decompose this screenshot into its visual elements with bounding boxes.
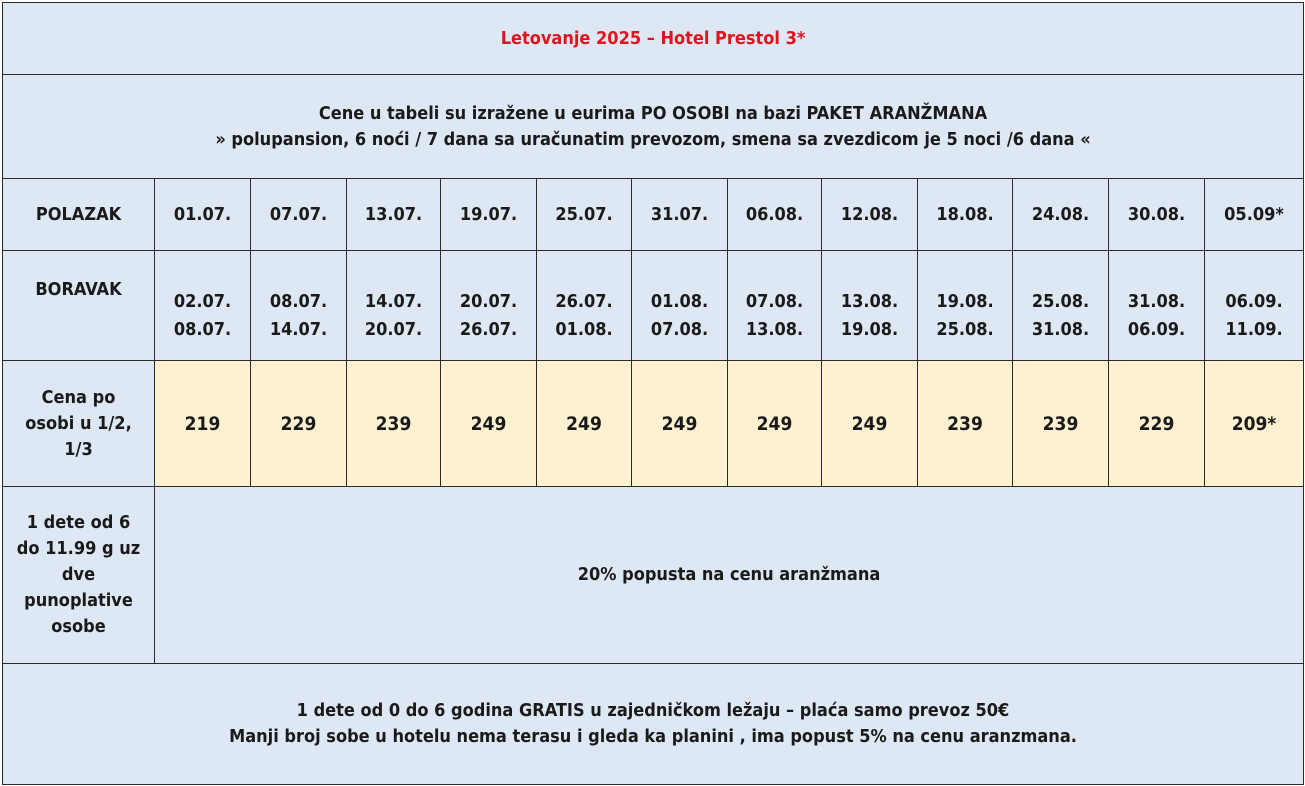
polazak-date: 18.08. [918,179,1013,251]
page-title: Letovanje 2025 – Hotel Prestol 3* [3,3,1304,75]
price-cell: 209* [1205,361,1304,487]
boravak-from: 25.08. [1031,290,1090,312]
polazak-date: 30.08. [1109,179,1205,251]
boravak-from: 13.08. [840,290,899,312]
price-cell: 249 [632,361,728,487]
boravak-period [918,251,1013,361]
polazak-date: 06.08. [728,179,822,251]
boravak-to: 20.07. [364,318,423,340]
polazak-date: 12.08. [822,179,918,251]
boravak-period [822,251,918,361]
price-cell: 239 [1013,361,1109,487]
polazak-row [3,179,1304,251]
boravak-from: 19.08. [936,290,994,312]
price-cell: 249 [537,361,632,487]
polazak-date: 24.08. [1013,179,1109,251]
intro-line-2: » polupansion, 6 noći / 7 dana sa uračunatim prevozom, smena sa zvezdicom je 5 noci /6 dana « [215,128,1091,150]
boravak-period [1013,251,1109,361]
boravak-to: 11.09. [1225,318,1283,340]
polazak-date: 31.07. [632,179,728,251]
price-table [2,2,1304,785]
boravak-from: 06.09. [1225,290,1283,312]
cena-label-line: osobi u 1/2, [25,412,132,434]
boravak-period [347,251,441,361]
price-cell: 229 [251,361,347,487]
boravak-from: 31.08. [1127,290,1186,312]
boravak-from: 08.07. [269,290,328,312]
boravak-row [3,251,1304,361]
boravak-to: 08.07. [173,318,232,340]
polazak-date: 01.07. [155,179,251,251]
dete-label-line: do 11.99 g uz [16,538,141,559]
dete-discount: 20% popusta na cenu aranžmana [155,487,1304,664]
boravak-to: 01.08. [555,318,613,340]
boravak-to: 31.08. [1031,318,1090,340]
boravak-to: 07.08. [650,318,709,340]
price-cell: 239 [918,361,1013,487]
boravak-period [537,251,632,361]
boravak-to: 19.08. [840,318,899,340]
boravak-from: 01.08. [650,290,709,312]
footer-line-1: 1 dete od 0 do 6 godina GRATIS u zajedničkom ležaju – plaća samo prevoz 50€ [296,700,1010,721]
boravak-period [1109,251,1205,361]
price-cell: 239 [347,361,441,487]
boravak-to: 14.07. [269,318,328,340]
cena-row [3,361,1304,487]
footer-notes [3,664,1304,785]
polazak-date: 25.07. [537,179,632,251]
dete-label [3,487,155,664]
polazak-date: 07.07. [251,179,347,251]
dete-label-line: dve [61,564,96,585]
price-cell: 249 [822,361,918,487]
boravak-period [251,251,347,361]
dete-label-line: 1 dete od 6 [26,512,131,533]
polazak-label: POLAZAK [3,179,155,251]
boravak-period [155,251,251,361]
polazak-date: 19.07. [441,179,537,251]
boravak-to: 25.08. [936,318,994,340]
boravak-period [441,251,537,361]
cena-label-line: Cena po [41,386,116,408]
dete-row [3,487,1304,664]
boravak-period [632,251,728,361]
boravak-from: 20.07. [459,290,518,312]
boravak-from: 14.07. [364,290,423,312]
cena-label [3,361,155,487]
intro-text [3,75,1304,179]
polazak-date: 05.09* [1205,179,1304,251]
boravak-to: 26.07. [459,318,518,340]
boravak-from: 02.07. [173,290,232,312]
intro-line-1: Cene u tabeli su izražene u eurima PO OSOBI na bazi PAKET ARANŽMANA [318,102,988,124]
boravak-from: 07.08. [745,290,804,312]
price-cell: 229 [1109,361,1205,487]
boravak-period [1205,251,1304,361]
boravak-to: 13.08. [745,318,804,340]
cena-label-line: 1/3 [64,438,93,460]
boravak-to: 06.09. [1127,318,1186,340]
price-cell: 249 [441,361,537,487]
boravak-from: 26.07. [555,290,613,312]
dete-label-line: osobe [51,616,106,637]
dete-label-line: punoplative [24,590,133,611]
footer-line-2: Manji broj sobe u hotelu nema terasu i gleda ka planini , ima popust 5% na cenu aranzmana. [229,726,1077,747]
boravak-period [728,251,822,361]
boravak-label: BORAVAK [3,251,155,361]
polazak-date: 13.07. [347,179,441,251]
price-cell: 249 [728,361,822,487]
price-cell: 219 [155,361,251,487]
